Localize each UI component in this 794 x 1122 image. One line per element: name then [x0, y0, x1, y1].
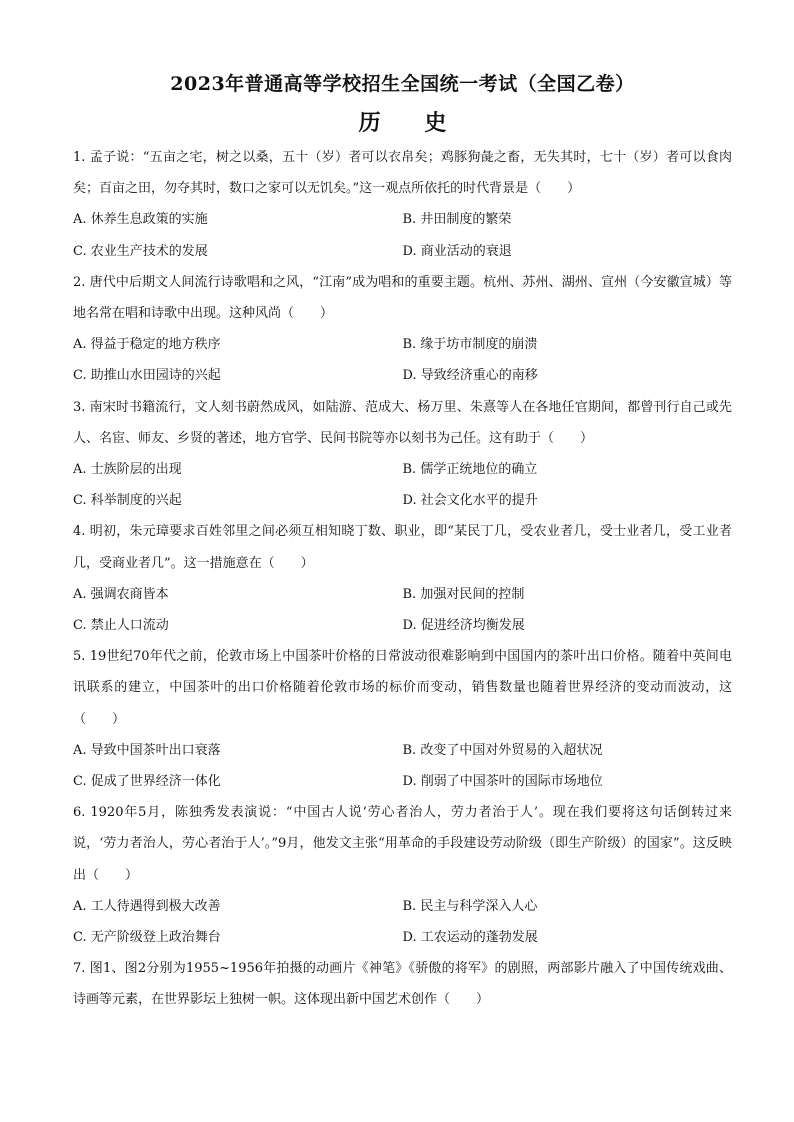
- option-d: D. 社会文化水平的提升: [402, 493, 538, 509]
- option-d: D. 削弱了中国茶叶的国际市场地位: [402, 774, 603, 790]
- question-stem: 1. 孟子说：“五亩之宅，树之以桑，五十（岁）者可以衣帛矣；鸡豚狗彘之畜，无失其时，七十（岁）者可以食肉矣；百亩之田，勿夺其时，数口之家可以无饥矣。”这一观点所依托的时代背景是（ ）: [73, 150, 732, 197]
- exam-title: 2023年普通高等学校招生全国统一考试（全国乙卷）: [170, 73, 635, 95]
- option-group: [73, 735, 732, 797]
- option-a: A. 工人待遇得到极大改善: [73, 898, 221, 914]
- question-6: [73, 797, 732, 953]
- option-b: B. 加强对民间的控制: [402, 586, 525, 602]
- option-a: A. 士族阶层的出现: [73, 462, 182, 478]
- option-group: [73, 891, 732, 953]
- option-b: B. 缘于坊市制度的崩溃: [402, 337, 538, 353]
- option-d: D. 工农运动的蓬勃发展: [402, 930, 538, 946]
- option-d: D. 商业活动的衰退: [402, 243, 512, 259]
- question-stem: 6. 1920年5月，陈独秀发表演说：“中国古人说‘劳心者治人，劳力者治于人’。现在我们要将这句话倒转过来说，‘劳力者治人，劳心者治于人’。”9月，他发文主张“用革命的手段建设劳动阶级（即生产阶级）的国家”。这反映出（ ）: [73, 805, 732, 883]
- option-c: C. 农业生产技术的发展: [73, 243, 208, 259]
- question-5: [73, 641, 732, 797]
- option-group: [73, 329, 732, 391]
- option-a: A. 休养生息政策的实施: [73, 212, 208, 228]
- option-c: C. 无产阶级登上政治舞台: [73, 930, 221, 946]
- question-7: [73, 953, 732, 1015]
- option-b: B. 民主与科学深入人心: [402, 898, 538, 914]
- subject-title: 历 史: [358, 110, 465, 136]
- option-c: C. 助推山水田园诗的兴起: [73, 368, 221, 384]
- option-c: C. 禁止人口流动: [73, 618, 169, 634]
- question-stem: 5. 19世纪70年代之前，伦敦市场上中国茶叶价格的日常波动很难影响到中国国内的茶叶出口价格。随着中英间电讯联系的建立，中国茶叶的出口价格随着伦敦市场的标价而变动，销售数量也随着世界经济的变动而波动，这（ ）: [73, 649, 732, 727]
- question-stem: 3. 南宋时书籍流行，文人刻书蔚然成风，如陆游、范成大、杨万里、朱熹等人在各地任官期间，都曾刊行自己或先人、名宦、师友、乡贤的著述，地方官学、民间书院等亦以刻书为己任。这有助于（ ）: [73, 399, 732, 446]
- question-2: [73, 267, 732, 392]
- option-b: B. 改变了中国对外贸易的入超状况: [402, 742, 603, 758]
- option-d: D. 促进经济均衡发展: [402, 618, 525, 634]
- option-group: [73, 204, 732, 266]
- option-group: [73, 579, 732, 641]
- question-1: [73, 142, 732, 267]
- option-a: A. 强调农商皆本: [73, 586, 169, 602]
- question-3: [73, 392, 732, 517]
- question-list: [73, 142, 732, 1016]
- option-c: C. 科举制度的兴起: [73, 493, 182, 509]
- question-4: [73, 516, 732, 641]
- option-b: B. 井田制度的繁荣: [402, 212, 512, 228]
- question-stem: 4. 明初，朱元璋要求百姓邻里之间必须互相知晓丁数、职业，即“某民丁几，受农业者几，受士业者几，受工业者几，受商业者几”。这一措施意在（ ）: [73, 524, 732, 571]
- option-a: A. 导致中国茶叶出口衰落: [73, 742, 221, 758]
- option-group: [73, 454, 732, 516]
- question-stem: 7. 图1、图2分别为1955~1956年拍摄的动画片《神笔》《骄傲的将军》的剧照，两部影片融入了中国传统戏曲、诗画等元素，在世界影坛上独树一帜。这体现出新中国艺术创作（ ）: [73, 961, 732, 1008]
- option-c: C. 促成了世界经济一体化: [73, 774, 221, 790]
- option-a: A. 得益于稳定的地方秩序: [73, 337, 221, 353]
- option-d: D. 导致经济重心的南移: [402, 368, 538, 384]
- question-stem: 2. 唐代中后期文人间流行诗歌唱和之风，“江南”成为唱和的重要主题。杭州、苏州、湖州、宣州（今安徽宣城）等地名常在唱和诗歌中出现。这种风尚（ ）: [73, 274, 732, 322]
- option-b: B. 儒学正统地位的确立: [402, 462, 538, 478]
